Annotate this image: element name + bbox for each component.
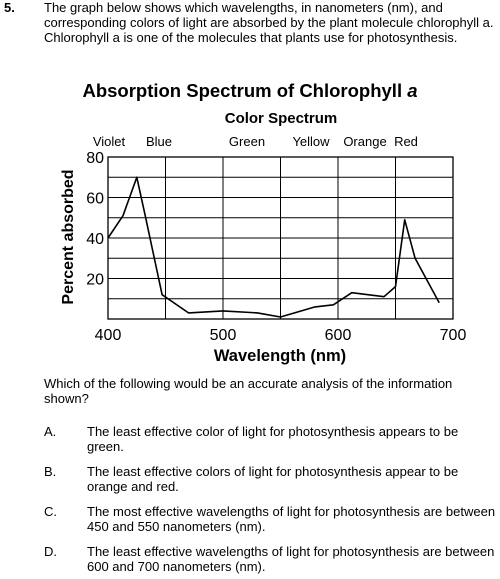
question-prompt: Which of the following would be an accurate analysis of the information shown?	[44, 376, 453, 406]
question-number: 5.	[4, 0, 15, 15]
question-stem: The graph below shows which wavelengths, in nanometers (nm), and corresponding colors of light are absorbed by the plant molecule chlorophyll a. Chlorophyll a is one of the molecules that plants use for photosynthesis.	[44, 0, 494, 45]
chart-grid	[108, 157, 453, 319]
color-label: Red	[394, 134, 418, 149]
x-tick-labels	[95, 327, 467, 344]
chart-subtitle: Color Spectrum	[224, 110, 338, 127]
x-tick-label: 500	[209, 327, 237, 344]
y-tick-label: 60	[86, 190, 104, 208]
choice-letter: C.	[44, 504, 57, 519]
y-tick-labels	[86, 150, 104, 289]
absorption-curve	[108, 177, 439, 317]
choice-letter: A.	[44, 424, 57, 439]
color-label: Orange	[343, 134, 387, 149]
y-tick-label: 40	[86, 231, 104, 248]
choice-letter: B.	[44, 464, 57, 479]
color-label: Blue	[145, 134, 173, 149]
x-tick-label: 700	[439, 327, 467, 344]
y-tick-label: 80	[86, 150, 104, 167]
choice-text: The least effective wavelengths of light for photosynthesis are between 600 and 700 nanometers (nm).	[87, 544, 495, 574]
x-tick-label: 400	[94, 327, 122, 344]
choice-letter: D.	[44, 544, 57, 559]
choice-text: The least effective color of light for photosynthesis appears to be green.	[87, 424, 459, 454]
color-spectrum-labels	[93, 134, 418, 149]
color-label: Green	[228, 134, 266, 149]
x-tick-label: 600	[324, 327, 352, 344]
chart-title-italic: a	[407, 80, 418, 101]
color-label: Violet	[92, 134, 126, 149]
y-tick-label: 20	[86, 271, 104, 289]
color-label: Yellow	[292, 134, 330, 149]
choice-text: The most effective wavelengths of light for photosynthesis are between 450 and 550 nanometers (nm).	[87, 504, 496, 534]
chart-title-main: Absorption Spectrum of Chlorophyll	[82, 80, 403, 101]
x-axis-label: Wavelength (nm)	[213, 347, 347, 365]
y-axis-label: Percent absorbed	[60, 169, 77, 305]
choice-text: The least effective colors of light for photosynthesis appear to be orange and red.	[87, 464, 459, 494]
